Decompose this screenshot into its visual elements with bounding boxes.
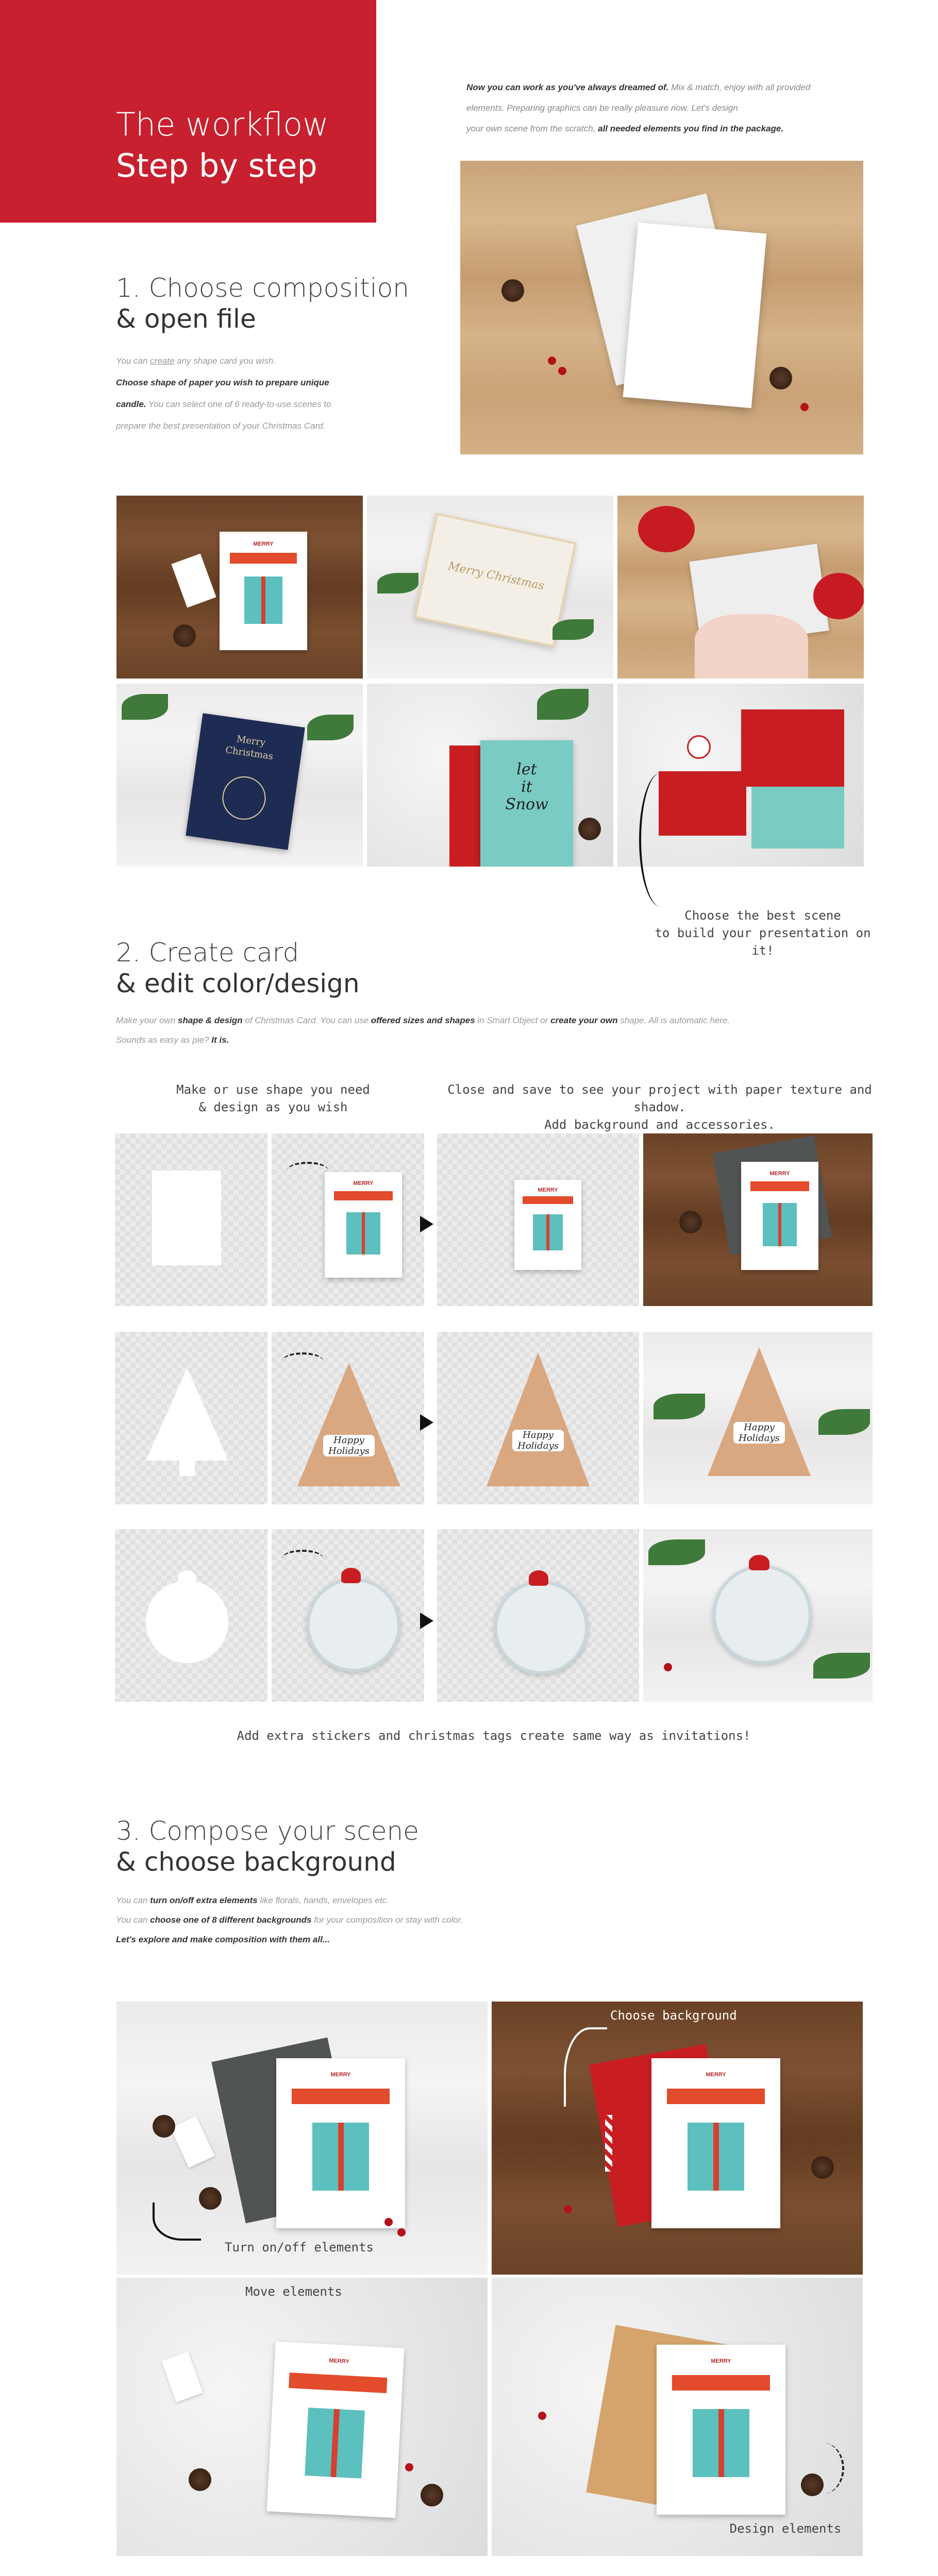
dashed-arrow [282, 1352, 323, 1370]
scene-thumb-1[interactable] [116, 496, 363, 679]
ornament-card [494, 1581, 588, 1674]
dashed-arrow [801, 2443, 844, 2494]
step2-description: Make your own shape & design of Christmas Card. You can use offered sizes and shapes in Smart Object or create your own shape. All is automatic here. Sounds as easy as pie? It is. [116, 1015, 730, 1045]
shape-rect-saved [437, 1133, 639, 1306]
label-move-elements: Move elements [245, 2284, 342, 2299]
pinecone-icon [769, 367, 792, 389]
pinecone-icon [501, 279, 524, 302]
pinecone-icon [153, 2115, 175, 2138]
step3-title: 3. Compose your scene [116, 1816, 419, 1846]
berry-icon [538, 2412, 546, 2420]
curved-arrow [153, 2202, 201, 2241]
shape-rect-blank [115, 1133, 267, 1306]
shape-ornament-blank [115, 1529, 267, 1702]
fir-branch-icon [307, 715, 354, 740]
berry-icon [564, 2205, 572, 2213]
tree-card [487, 1352, 590, 1486]
tree-trunk [179, 1461, 195, 1476]
fir-branch-icon [654, 1394, 705, 1419]
christmas-card: MERRY [276, 2058, 405, 2228]
hero-title-line2: Step by step [116, 147, 317, 184]
hero-title-line1: The workflow [116, 106, 329, 143]
compose-turn-elements [116, 2002, 488, 2275]
tree-shape [146, 1368, 228, 1461]
shape-tree-blank [115, 1332, 267, 1504]
bow-icon [341, 1568, 361, 1583]
shape-tree-final [643, 1332, 873, 1504]
ornament-card [307, 1578, 400, 1672]
fir-branch-icon [537, 689, 589, 720]
fir-branch-icon [648, 1539, 705, 1565]
intro-photo-envelope [460, 161, 863, 454]
intro-text: Now you can work as you've always dreamed of. Mix & match, enjoy with all provided elements. Preparing graphics can be really pleasure now. Let's design your own scene from the scratch, all needed elements you find in the package. [466, 82, 811, 133]
gold-card: Merry Christmas [414, 513, 576, 647]
shape-ornament-designed [272, 1529, 424, 1702]
step2-bottom-note: Add extra stickers and christmas tags create same way as invitations! [237, 1728, 751, 1743]
curved-arrow [564, 2027, 607, 2107]
label-choose-background: Choose background [610, 2008, 737, 2023]
berry-icon [800, 403, 809, 411]
christmas-card: MERRY [514, 1180, 581, 1270]
pinecone-icon [421, 2484, 443, 2506]
christmas-card: MERRY [220, 532, 307, 650]
fir-branch-icon [818, 1409, 870, 1435]
ornament-icon [687, 735, 711, 759]
label-turn-elements: Turn on/off elements [225, 2240, 374, 2255]
step1-description: You can create any shape card you wish. Choose shape of paper you wish to prepare unique candle. You can select one of 6 ready-to-use scenes to prepare the best presentation of your Christmas Card. [116, 356, 331, 431]
christmas-card: MERRY [267, 2342, 405, 2518]
mint-card [751, 787, 844, 849]
tree-card-text: Happy Holidays [512, 1430, 564, 1451]
compose-choose-background [492, 2002, 863, 2275]
scene-thumb-3[interactable] [617, 496, 864, 679]
arrow-right-icon [420, 1216, 433, 1232]
christmas-card: MERRY [657, 2345, 785, 2515]
compose-design-elements [492, 2278, 863, 2556]
step1-title: 1. Choose composition [116, 273, 409, 303]
fir-branch-icon [122, 694, 168, 720]
christmas-card: MERRY [651, 2058, 780, 2228]
ornament-shape [146, 1581, 228, 1663]
fir-branch-icon [552, 619, 594, 640]
step1-subtitle: & open file [116, 304, 256, 334]
hand-shape [695, 614, 808, 679]
red-envelope [741, 709, 844, 787]
dashed-arrow [282, 1550, 323, 1567]
tree-card-text: Happy Holidays [323, 1435, 375, 1456]
label-design-elements: Design elements [729, 2521, 842, 2536]
poinsettia-icon [638, 506, 695, 552]
berry-icon [548, 357, 556, 365]
scene-thumb-2[interactable] [367, 496, 613, 679]
navy-card: Merry Christmas [186, 713, 305, 850]
fir-branch-icon [377, 573, 418, 594]
scene-curved-arrow [639, 773, 682, 907]
scene-thumb-5[interactable] [367, 684, 613, 867]
pinecone-icon [578, 818, 601, 840]
ornament-cap [178, 1570, 196, 1586]
christmas-card: MERRY [741, 1162, 818, 1270]
pinecone-icon [189, 2468, 211, 2491]
berry-icon [664, 1663, 672, 1671]
christmas-card: MERRY [325, 1172, 402, 1278]
step3-description: You can turn on/off extra elements like florals, hands, envelopes etc. You can choose one of 8 different backgrounds for your composition or stay with color. Let's explore and make composition with them all... [116, 1895, 463, 1944]
rect-shape [152, 1171, 221, 1265]
dashed-arrow [287, 1162, 328, 1179]
poinsettia-icon [813, 573, 864, 619]
scene-note: Choose the best scene to build your presentation on it! [655, 908, 871, 958]
berry-icon [405, 2463, 413, 2471]
candy-cane-icon [605, 2115, 612, 2172]
gift-tag-icon [171, 2116, 215, 2167]
berry-icon [397, 2228, 406, 2236]
pinecone-icon [679, 1211, 702, 1233]
step2-note-left: Make or use shape you need & design as you wish [176, 1082, 370, 1114]
shape-rect-designed [272, 1133, 424, 1306]
tree-card-text: Happy Holidays [733, 1422, 785, 1444]
compose-move-elements [116, 2278, 488, 2556]
create-link[interactable]: create [150, 356, 175, 366]
shape-tree-designed [272, 1332, 424, 1504]
mint-card: let it Snow [480, 740, 573, 867]
shape-ornament-final [643, 1529, 873, 1702]
pinecone-icon [811, 2156, 834, 2179]
scene-thumb-4[interactable] [116, 684, 363, 867]
ornament-card [713, 1565, 812, 1664]
shape-ornament-saved [437, 1529, 639, 1702]
shape-tree-saved [437, 1332, 639, 1504]
step2-note-right: Close and save to see your project with paper texture and shadow. Add background and accessories. [447, 1082, 872, 1132]
gift-tag-icon [161, 2351, 203, 2402]
step2-subtitle: & edit color/design [116, 969, 360, 998]
arrow-right-icon [420, 1414, 433, 1431]
berry-icon [558, 367, 566, 375]
berry-icon [384, 2218, 393, 2226]
step3-subtitle: & choose background [116, 1847, 396, 1877]
bow-icon [529, 1570, 548, 1586]
pinecone-icon [199, 2187, 222, 2210]
gift-tag-icon [171, 553, 216, 607]
fir-branch-icon [813, 1653, 870, 1679]
tree-card [297, 1363, 400, 1486]
bow-icon [749, 1555, 769, 1570]
tree-card [708, 1347, 811, 1476]
shape-rect-final [643, 1133, 873, 1306]
pinecone-icon [173, 624, 196, 647]
blank-card-shape [623, 223, 767, 408]
step2-title: 2. Create card [116, 938, 299, 968]
arrow-right-icon [420, 1613, 433, 1629]
